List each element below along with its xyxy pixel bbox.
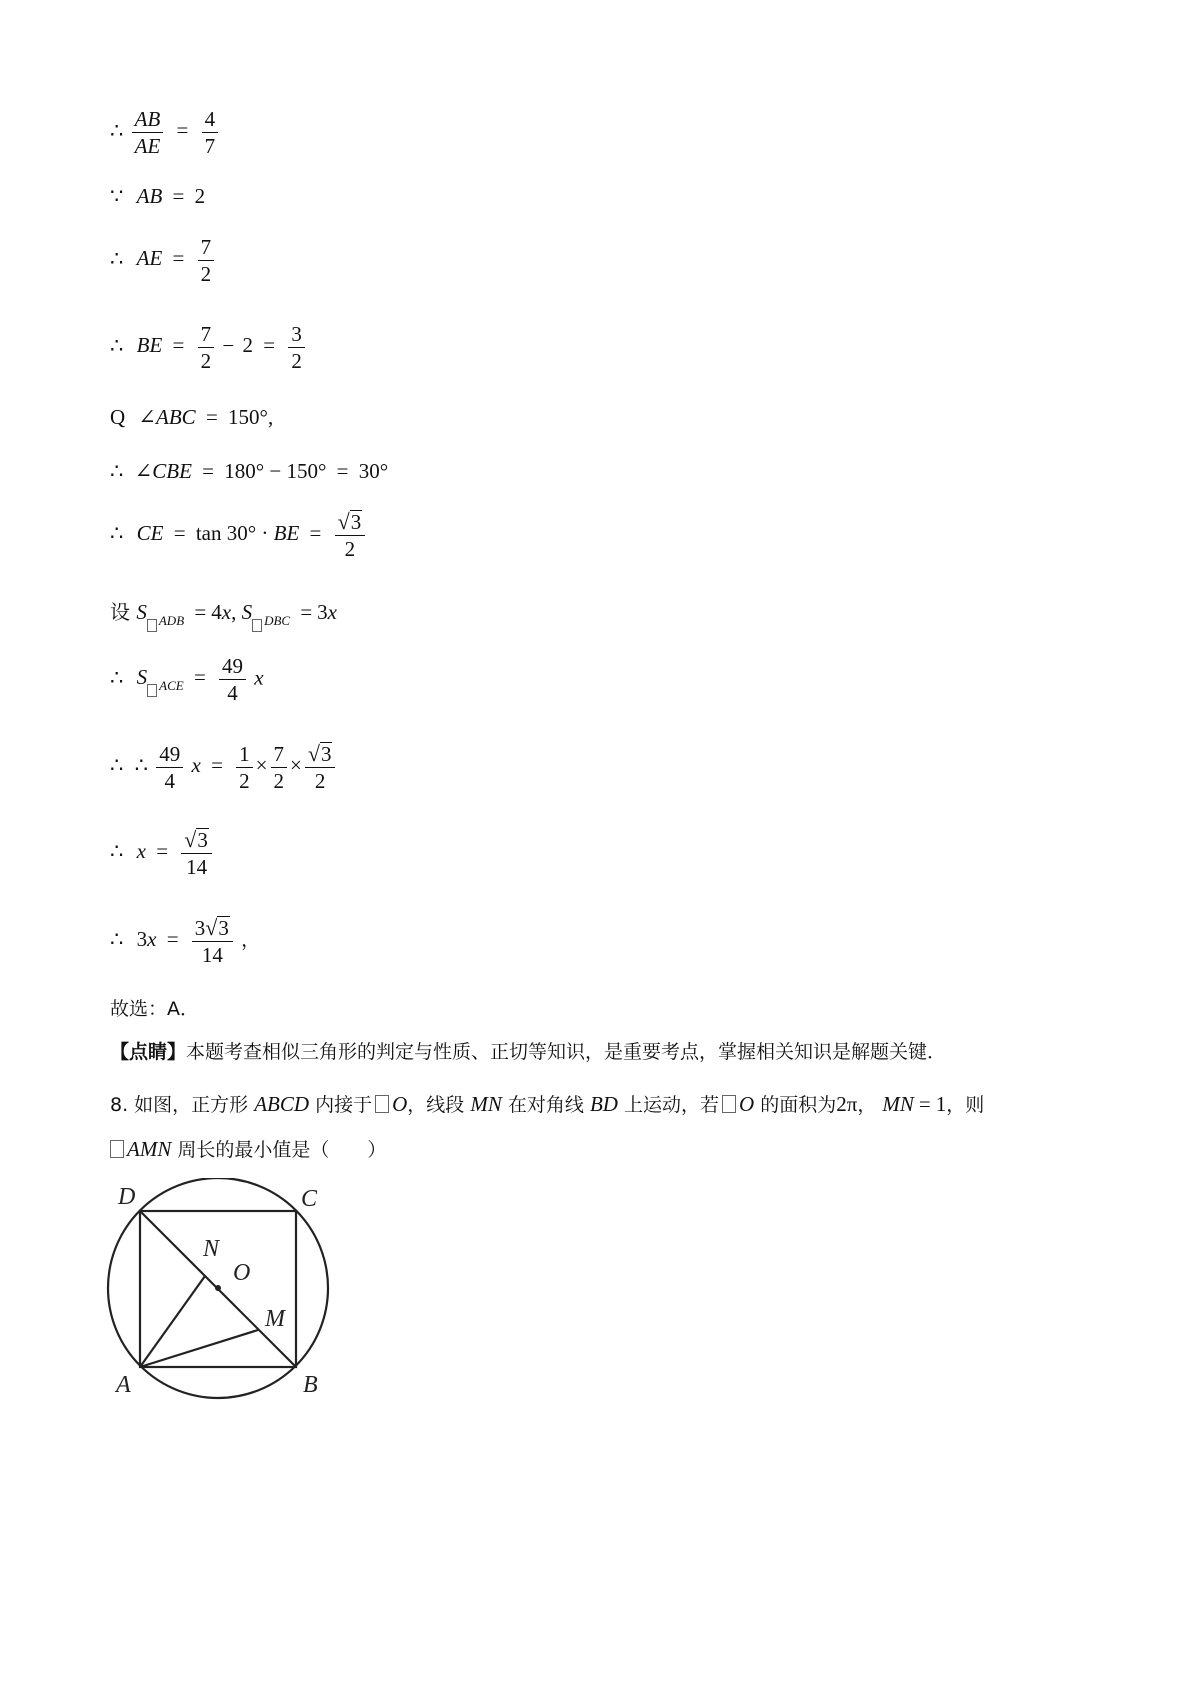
step-set-areas: 设 S $_{ADB}$ = 4x, S $_{DBC}$ = 3x: [110, 596, 337, 632]
label-b: B: [303, 1372, 318, 1398]
step-be-value: ∴ BE = $\frac{7}{2}$ − 2 = $\frac{3}{2}$: [110, 323, 308, 372]
step-area-ace: ∴ S $_{ACE}$ = $\frac{49}{4}$ x: [110, 654, 264, 706]
fraction-sqrt3-2: √ 3 2: [335, 510, 366, 560]
step-angle-cbe: ∴ ∠CBE = 180° − 150° = 30°: [110, 459, 389, 483]
step-ab-value: ∵ AB = 2: [110, 184, 206, 208]
label-a: A: [116, 1372, 131, 1398]
therefore-symbol: ∴: [110, 118, 124, 143]
question-8: 8. 如图，正方形 ABCD 内接于 O，线段 MN 在对角线 BD 上运动，若 O 的面积为2π， MN = 1，则 AMN 周长的最小值是（ ）: [110, 1092, 985, 1161]
circle-symbol-placeholder: [722, 1095, 736, 1113]
fraction-ab-ae: $\frac{AB}{AE}$: [132, 108, 164, 157]
answer-line: 故选：A．: [110, 998, 199, 1020]
label-n: N: [203, 1236, 220, 1262]
because-symbol: ∵: [110, 184, 124, 208]
triangle-symbol-placeholder: [110, 1140, 124, 1158]
step-angle-abc: Q ∠ABC = 150°,: [110, 405, 274, 429]
segment-an: [140, 1276, 205, 1367]
fraction-4-7: $\frac{4}{7}$: [202, 108, 219, 157]
label-c: C: [301, 1186, 318, 1212]
missing-glyph-box: [147, 684, 157, 697]
step-ce-value: ∴ CE = tan 30° · BE = √ 3 2: [110, 510, 368, 560]
step-equation-x: ∴ ∴ $\frac{49}{4}$ x = $\frac{1}{2}$ × $\frac{7}{2}$ × √ 3 2: [110, 742, 338, 792]
comment-text: 本题考查相似三角形的判定与性质、正切等知识，是重要考点，掌握相关知识是解题关键．: [186, 1041, 947, 1063]
step-ratio-ab-ae: ∴ $\frac{AB}{AE}$ = $\frac{4}{7}$: [110, 108, 221, 157]
step-x-value: ∴ x = √ 3 14: [110, 828, 215, 878]
missing-glyph-box: [147, 619, 157, 632]
fraction-7-2: $\frac{7}{2}$: [198, 236, 215, 285]
segment-am: [140, 1330, 258, 1367]
label-m: M: [265, 1306, 285, 1332]
circle-symbol-placeholder: [375, 1095, 389, 1113]
comment-tag: 【点睛】: [110, 1041, 187, 1063]
step-ae-value: ∴ AE = $\frac{7}{2}$: [110, 236, 217, 285]
step-3x-value: ∴ 3x = 3 √ 3 14 ，: [110, 915, 261, 968]
label-d: D: [118, 1184, 136, 1210]
label-o: O: [233, 1260, 251, 1286]
geometry-figure: [105, 1178, 345, 1408]
missing-glyph-box: [252, 619, 262, 632]
comment-line: [110, 1037, 1110, 1067]
center-point-o: [215, 1285, 221, 1291]
